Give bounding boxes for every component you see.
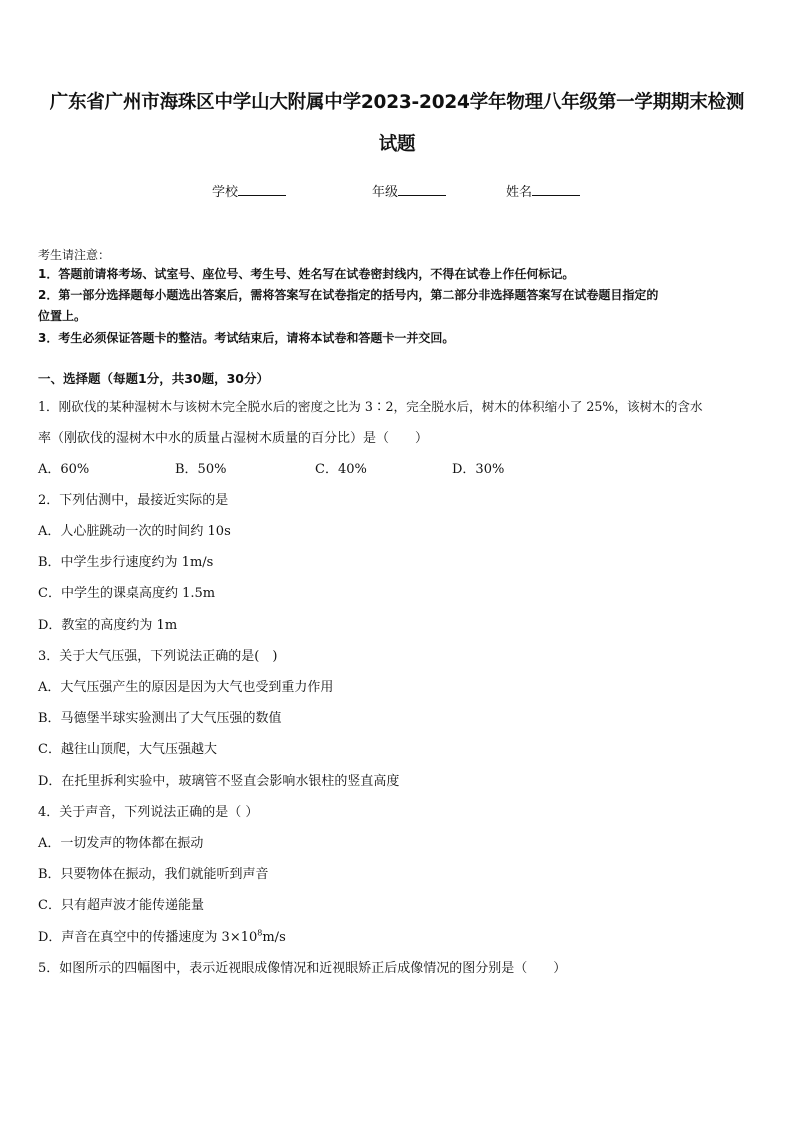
q5-stem: 5．如图所示的四幅图中，表示近视眼成像情况和近视眼矫正后成像情况的图分别是（ ） [38, 961, 567, 976]
q4-stem: 4．关于声音，下列说法正确的是（ ） [38, 805, 259, 820]
q3-option-d: D．在托里拆利实验中，玻璃管不竖直会影响水银柱的竖直高度 [38, 774, 400, 789]
grade-label: 年级 [372, 185, 399, 200]
grade-blank [398, 183, 446, 196]
q4-option-d-exponent: 8 [257, 928, 263, 938]
q1-option-b: B．50% [175, 462, 227, 477]
q3-stem: 3．关于大气压强，下列说法正确的是( ) [38, 649, 278, 664]
notice-item-1: 1．答题前请将考场、试室号、座位号、考生号、姓名写在试卷密封线内，不得在试卷上作任何标记。 [38, 267, 575, 281]
school-blank [238, 183, 286, 196]
notice-heading: 考生请注意： [38, 248, 111, 262]
q2-option-a: A．人心脏跳动一次的时间约 10s [38, 524, 231, 539]
section-heading: 一、选择题（每题1分，共30题，30分） [38, 371, 269, 386]
exam-title-line2: 试题 [378, 134, 416, 155]
q1-option-d: D．30% [452, 462, 505, 477]
exam-title-line1: 广东省广州市海珠区中学山大附属中学2023-2024学年物理八年级第一学期期末检测 [49, 92, 745, 113]
q3-option-c: C．越往山顶爬，大气压强越大 [38, 742, 217, 757]
name-label: 姓名 [506, 185, 533, 200]
q1-option-c: C．40% [315, 462, 367, 477]
q4-option-a: A．一切发声的物体都在振动 [38, 836, 204, 851]
q1-option-a: A．60% [38, 462, 90, 477]
school-field [212, 181, 286, 200]
q4-option-b: B．只要物体在振动，我们就能听到声音 [38, 867, 269, 882]
q3-option-a: A．大气压强产生的原因是因为大气也受到重力作用 [38, 680, 334, 695]
q3-option-b: B．马德堡半球实验测出了大气压强的数值 [38, 711, 282, 726]
notice-item-2a: 2．第一部分选择题每小题选出答案后，需将答案写在试卷指定的括号内，第二部分非选择题答案写在试卷题目指定的 [38, 288, 659, 302]
q4-option-c: C．只有超声波才能传递能量 [38, 898, 204, 913]
name-field [506, 181, 580, 200]
q4-option-d-text: D．声音在真空中的传播速度为 3×10 [38, 930, 258, 945]
q1-stem-a: 1．刚砍伐的某种湿树木与该树木完全脱水后的密度之比为 3∶2，完全脱水后，树木的体积缩小了 25%，该树木的含水 [38, 399, 703, 414]
school-label: 学校 [212, 185, 239, 200]
name-blank [532, 183, 580, 196]
q2-option-b: B．中学生步行速度约为 1m/s [38, 555, 214, 570]
q2-option-c: C．中学生的课桌高度约 1.5m [38, 586, 216, 601]
q4-option-d-unit: m/s [262, 930, 286, 945]
q2-option-d: D．教室的高度约为 1m [38, 618, 178, 633]
q2-stem: 2．下列估测中，最接近实际的是 [38, 493, 229, 508]
notice-item-2b: 位置上。 [38, 309, 87, 323]
notice-item-3: 3．考生必须保证答题卡的整洁。考试结束后，请将本试卷和答题卡一并交回。 [38, 331, 455, 345]
q4-option-d [38, 926, 286, 945]
q1-stem-b: 率（刚砍伐的湿树木中水的质量占湿树木质量的百分比）是（ ） [38, 431, 429, 446]
grade-field [372, 181, 446, 200]
